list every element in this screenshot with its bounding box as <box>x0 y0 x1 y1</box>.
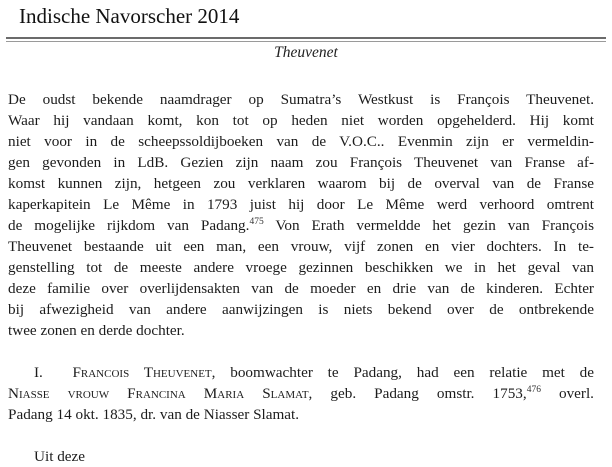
text-line: twee zonen en derde dochter. <box>8 322 185 339</box>
spouse-name: Niasse vrouw Francina Maria Slamat <box>8 385 309 402</box>
person-name: Francois Theuvenet <box>72 364 212 381</box>
footnote-ref[interactable]: 475 <box>249 216 264 227</box>
section-title: Theuvenet <box>274 44 338 61</box>
text-line: kaperkapitein Le Même in 1793 juist hij door Le Même werd verhoord omtrent <box>8 196 594 213</box>
text-line <box>8 215 594 236</box>
text-line: komst kunnen zijn, hetgeen zou verklaren waarom bij de overval van de Franse <box>8 175 594 192</box>
text-line: genstelling tot de meeste andere vroege gezinnen beschikken we in het geval van <box>8 259 594 276</box>
journal-title: Indische Navorscher 2014 <box>19 4 240 28</box>
text-line: bij afwezigheid van andere aanwijzingen is niets bekend over de ontbrekende <box>8 301 594 318</box>
entry-line: Padang 14 okt. 1835, dr. van de Niasser Slamat. <box>8 406 300 423</box>
text-span: , geb. Padang omstr. 1753, <box>308 385 527 402</box>
text-span: , boomwachter te Padang, had een relatie met de <box>211 364 594 381</box>
text-line: gen gevonden in LdB. Gezien zijn naam zou François Theuvenet van Franse af- <box>8 154 594 171</box>
text-span: Von Erath vermeldde het gezin van François <box>263 217 594 234</box>
entry-line <box>8 383 594 404</box>
text-line: De oudst bekende naamdrager op Sumatra’s Westkust is François Theuvenet. <box>8 91 594 108</box>
footnote-ref[interactable]: 476 <box>526 384 541 395</box>
text-span: de mogelijke rijkdom van Padang. <box>8 217 250 234</box>
entry-line-partial: Uit deze <box>34 448 86 465</box>
text-span: overl. <box>540 385 594 402</box>
entry-line <box>34 362 594 383</box>
text-line: Waar hij vandaan komt, kon tot op heden niet worden opgehelderd. Hij komt <box>8 112 594 129</box>
header-rule <box>6 37 606 39</box>
text-line: niet voor in de scheepssoldijboeken van de V.O.C.. Evenmin zijn er vermeldin- <box>8 133 594 150</box>
text-line: deze familie over overlijdensakten van de moeder en drie van de kinderen. Echter <box>8 280 594 297</box>
entry-number: I. <box>34 364 43 381</box>
text-line: Theuvenet bestaande uit een man, een vrouw, vijf zonen en vier dochters. In te- <box>8 238 594 255</box>
header-rule-thin <box>6 41 606 42</box>
